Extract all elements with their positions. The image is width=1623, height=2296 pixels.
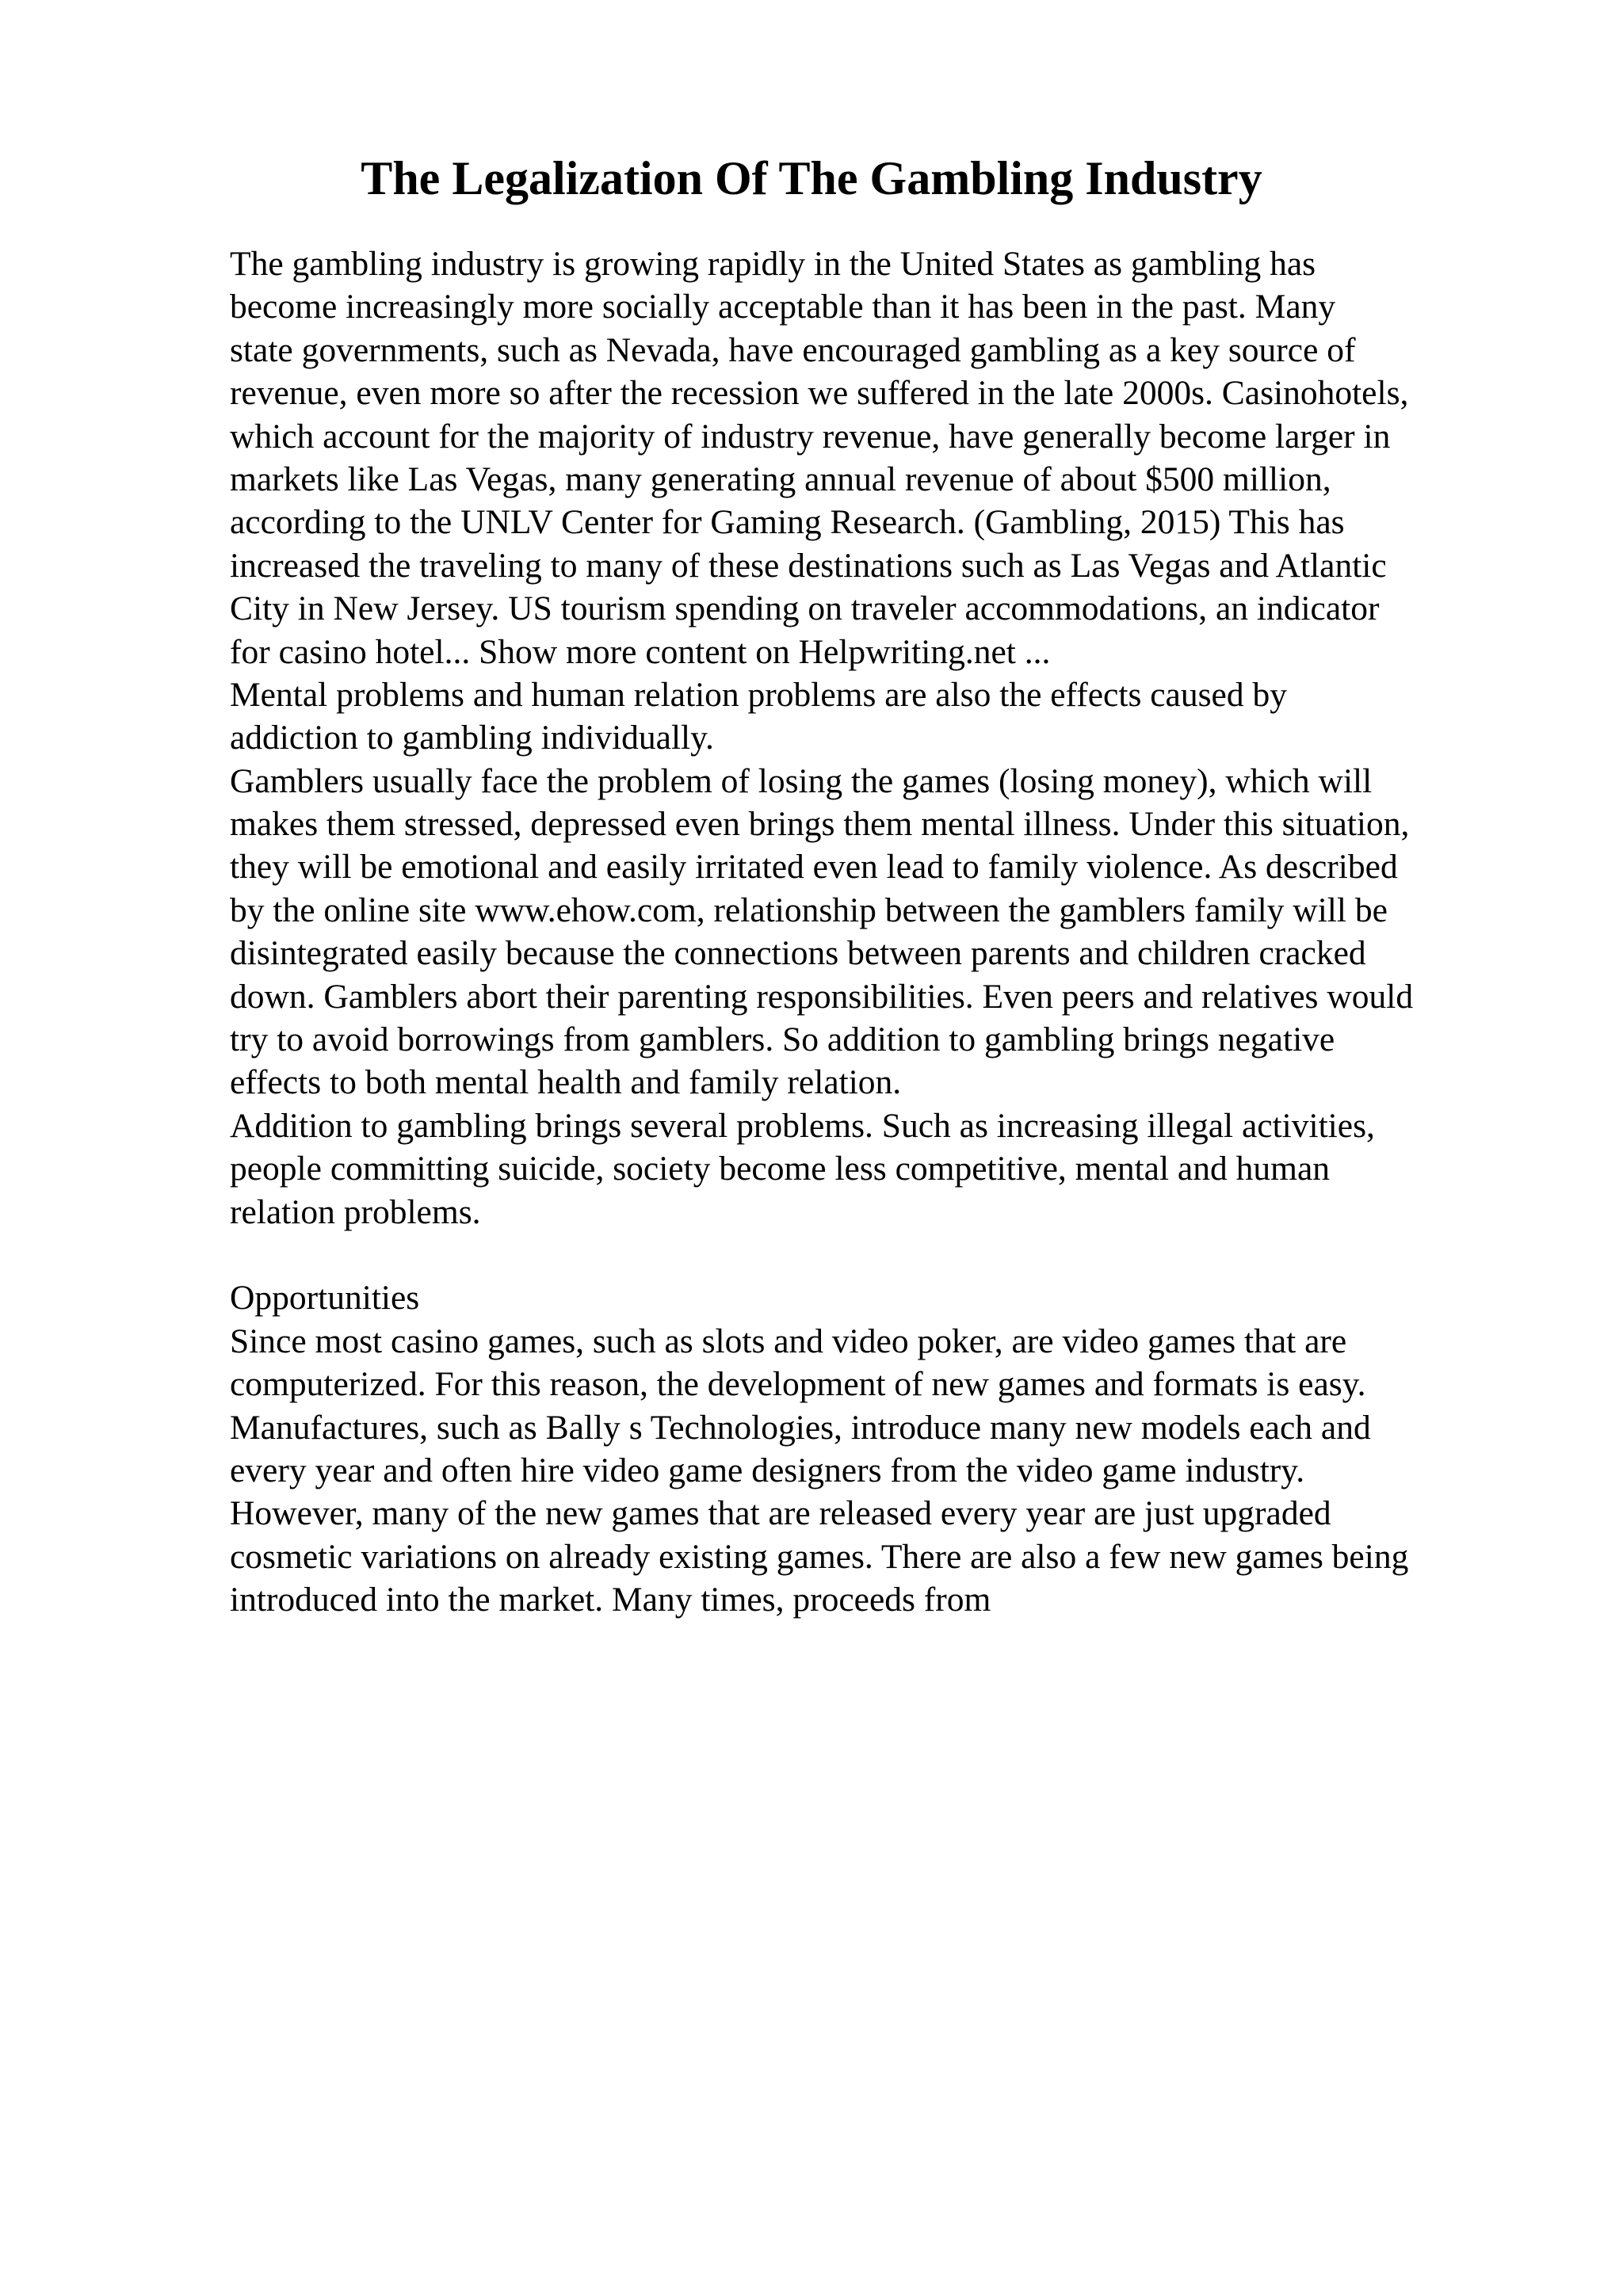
text-line: by the online site www.ehow.com, relationship between the gamblers family will be [230,891,1388,929]
text-line: markets like Las Vegas, many generating annual revenue of about $500 million, [230,460,1331,498]
blank-line [230,1234,1514,1276]
text-line: which account for the majority of industry revenue, have generally become larger in [230,417,1391,456]
text-line: Gamblers usually face the problem of losing the games (losing money), which will [230,761,1373,800]
text-line: makes them stressed, depressed even brings them mental illness. Under this situation, [230,805,1410,844]
text-line: relation problems. [230,1192,481,1231]
text-line: they will be emotional and easily irritated even lead to family violence. As described [230,848,1398,887]
text-line: computerized. For this reason, the development of new games and formats is easy. [230,1365,1366,1404]
text-line: introduced into the market. Many times, proceeds from [230,1581,991,1619]
text-line: become increasingly more socially acceptable than it has been in the past. Many [230,288,1336,326]
text-line: disintegrated easily because the connections between parents and children cracked [230,934,1366,973]
text-line: people committing suicide, society become less competitive, mental and human [230,1150,1331,1188]
text-line: for casino hotel... Show more content on Helpwriting.net ... [230,632,1051,671]
text-line: increased the traveling to many of these destinations such as Las Vegas and Atlantic [230,546,1387,585]
text-line: Addition to gambling brings several problems. Such as increasing illegal activities, [230,1106,1375,1145]
text-line: Manufactures, such as Bally s Technologies, introduce many new models each and [230,1408,1371,1447]
text-line: try to avoid borrowings from gamblers. So addition to gambling brings negative [230,1020,1335,1059]
text-line: The gambling industry is growing rapidly in the United States as gambling has [230,245,1316,283]
text-line: addiction to gambling individually. [230,719,714,757]
text-line: state governments, such as Nevada, have encouraged gambling as a key source of [230,330,1356,369]
text-line: revenue, even more so after the recession we suffered in the late 2000s. Casinohotels, [230,374,1409,413]
text-line: cosmetic variations on already existing games. There are also a few new games being [230,1537,1409,1576]
document-title: The Legalization Of The Gambling Industry [361,152,1262,204]
text-line: according to the UNLV Center for Gaming Research. (Gambling, 2015) This has [230,503,1345,542]
text-line: However, many of the new games that are released every year are just upgraded [230,1494,1331,1533]
text-line: effects to both mental health and family relation. [230,1063,902,1102]
text-line: Mental problems and human relation problems are also the effects caused by [230,675,1287,714]
text-line: Since most casino games, such as slots and video poker, are video games that are [230,1322,1347,1360]
text-line: every year and often hire video game designers from the video game industry. [230,1451,1305,1489]
section-heading-opportunities: Opportunities [230,1279,420,1318]
text-line: City in New Jersey. US tourism spending on traveler accommodations, an indicator [230,589,1380,628]
document-body [230,242,1514,1622]
text-line: down. Gamblers abort their parenting responsibilities. Even peers and relatives would [230,977,1414,1016]
